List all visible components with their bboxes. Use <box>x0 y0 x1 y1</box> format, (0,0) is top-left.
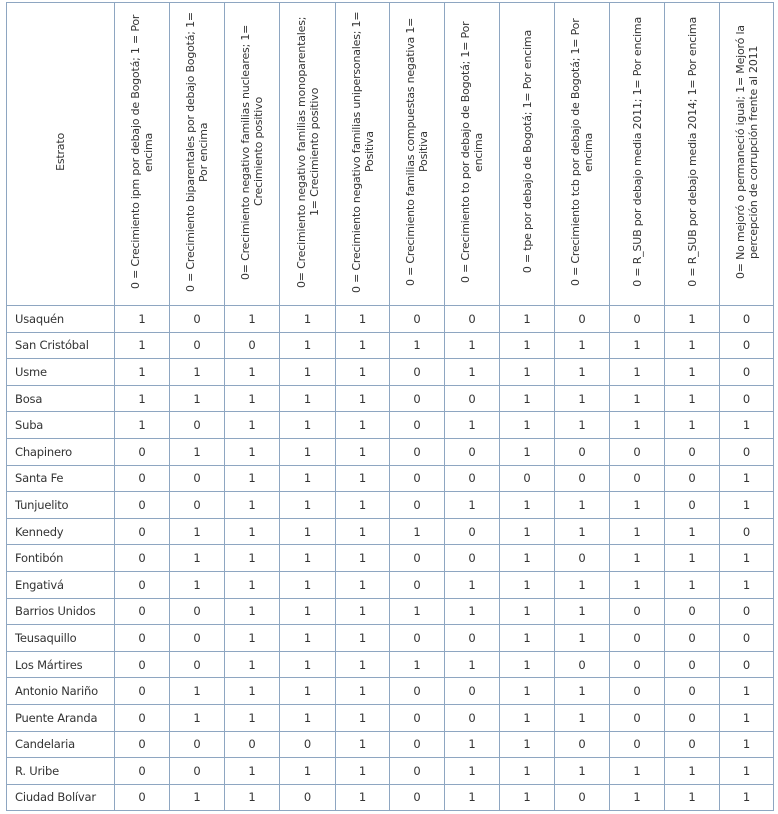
table-cell: 1 <box>720 784 774 811</box>
table-cell: 1 <box>665 385 720 412</box>
table-cell: 1 <box>280 306 336 333</box>
table-cell: 1 <box>170 678 225 705</box>
table-cell: 1 <box>280 571 336 598</box>
column-header-label: Estrato <box>54 133 67 171</box>
column-header <box>610 3 665 306</box>
row-label: San Cristóbal <box>7 332 115 359</box>
table-cell: 1 <box>280 651 336 678</box>
row-label: Los Mártires <box>7 651 115 678</box>
column-header-label: 0 = R_SUB por debajo media 2011; 1= Por encima <box>630 17 644 287</box>
column-header-label: 0 = Crecimiento ipm por debajo de Bogotá; 1 = Por encima <box>129 14 155 290</box>
table-cell: 1 <box>225 412 280 439</box>
column-header <box>280 3 336 306</box>
table-row <box>7 438 774 465</box>
column-header <box>445 3 500 306</box>
table-cell: 0 <box>555 731 610 758</box>
row-label: Puente Aranda <box>7 704 115 731</box>
table-cell: 1 <box>336 784 390 811</box>
table-cell: 0 <box>665 598 720 625</box>
table-cell: 1 <box>115 385 170 412</box>
table-cell: 0 <box>390 758 445 785</box>
table-cell: 1 <box>115 332 170 359</box>
table-cell: 0 <box>665 438 720 465</box>
table-cell: 1 <box>225 518 280 545</box>
column-header-label: 0= Crecimiento negativo familias nucleares; 1= Crecimiento positivo <box>239 24 265 280</box>
table-cell: 0 <box>610 306 665 333</box>
table-cell: 0 <box>445 438 500 465</box>
table-cell: 1 <box>500 438 555 465</box>
table-cell: 1 <box>225 492 280 519</box>
table-cell: 0 <box>665 731 720 758</box>
row-label: Candelaria <box>7 731 115 758</box>
table-cell: 1 <box>720 731 774 758</box>
column-header <box>225 3 280 306</box>
table-cell: 1 <box>280 385 336 412</box>
table-cell: 1 <box>555 571 610 598</box>
table-cell: 1 <box>170 359 225 386</box>
table-cell: 1 <box>445 598 500 625</box>
row-label: Ciudad Bolívar <box>7 784 115 811</box>
table-cell: 0 <box>555 438 610 465</box>
table-cell: 0 <box>610 731 665 758</box>
table-cell: 0 <box>720 438 774 465</box>
table-cell: 1 <box>720 412 774 439</box>
column-header-label: 0 = Crecimiento negativo familias unipersonales; 1= Positiva <box>349 11 376 293</box>
table-cell: 1 <box>665 306 720 333</box>
table-cell: 1 <box>665 784 720 811</box>
table-cell: 0 <box>390 678 445 705</box>
table-cell: 1 <box>500 598 555 625</box>
table-cell: 0 <box>390 492 445 519</box>
table-cell: 1 <box>720 704 774 731</box>
table-cell: 1 <box>445 359 500 386</box>
row-label: Santa Fe <box>7 465 115 492</box>
table-cell: 0 <box>665 678 720 705</box>
table-cell: 0 <box>115 651 170 678</box>
table-cell: 0 <box>500 465 555 492</box>
table-cell: 0 <box>555 545 610 572</box>
table-cell: 0 <box>610 625 665 652</box>
table-cell: 1 <box>500 412 555 439</box>
table-cell: 1 <box>390 518 445 545</box>
table-row <box>7 332 774 359</box>
table-cell: 1 <box>390 651 445 678</box>
row-label: Tunjuelito <box>7 492 115 519</box>
table-cell: 1 <box>170 545 225 572</box>
table-cell: 1 <box>500 518 555 545</box>
row-label: Teusaquillo <box>7 625 115 652</box>
table-row <box>7 678 774 705</box>
column-header <box>500 3 555 306</box>
column-header <box>665 3 720 306</box>
table-cell: 1 <box>225 704 280 731</box>
table-cell: 1 <box>390 598 445 625</box>
row-label: Barrios Unidos <box>7 598 115 625</box>
table-cell: 1 <box>336 465 390 492</box>
table-cell: 0 <box>720 598 774 625</box>
table-cell: 1 <box>336 492 390 519</box>
table-cell: 1 <box>280 704 336 731</box>
column-header <box>115 3 170 306</box>
table-cell: 0 <box>610 598 665 625</box>
column-header-label: 0 = tpe por debajo de Bogotá; 1= Por encima <box>520 30 534 274</box>
table-cell: 0 <box>280 784 336 811</box>
table-cell: 0 <box>445 545 500 572</box>
table-row <box>7 598 774 625</box>
table-cell: 0 <box>390 359 445 386</box>
table-cell: 0 <box>720 332 774 359</box>
table-cell: 1 <box>500 306 555 333</box>
table-cell: 1 <box>280 438 336 465</box>
table-cell: 1 <box>720 571 774 598</box>
table-cell: 1 <box>280 465 336 492</box>
table-cell: 0 <box>280 731 336 758</box>
table-cell: 1 <box>610 412 665 439</box>
table-cell: 0 <box>445 625 500 652</box>
table-cell: 0 <box>170 731 225 758</box>
table-cell: 1 <box>665 571 720 598</box>
row-label: Engativá <box>7 571 115 598</box>
table-cell: 1 <box>336 651 390 678</box>
table-cell: 0 <box>115 678 170 705</box>
table-cell: 0 <box>115 784 170 811</box>
table-row <box>7 731 774 758</box>
table-cell: 1 <box>555 598 610 625</box>
table-cell: 0 <box>115 545 170 572</box>
table-cell: 1 <box>720 465 774 492</box>
header-row <box>7 3 774 306</box>
table-cell: 0 <box>390 412 445 439</box>
table-cell: 0 <box>390 545 445 572</box>
table-cell: 0 <box>665 704 720 731</box>
table-cell: 1 <box>445 784 500 811</box>
table-row <box>7 651 774 678</box>
table-cell: 1 <box>610 492 665 519</box>
table-cell: 1 <box>665 332 720 359</box>
table-cell: 1 <box>500 651 555 678</box>
table-row <box>7 758 774 785</box>
table-cell: 1 <box>170 518 225 545</box>
table-cell: 0 <box>720 306 774 333</box>
table-cell: 1 <box>555 412 610 439</box>
table-cell: 0 <box>170 306 225 333</box>
table-cell: 1 <box>720 758 774 785</box>
table-cell: 1 <box>445 731 500 758</box>
table-cell: 1 <box>225 359 280 386</box>
table-cell: 0 <box>720 651 774 678</box>
table-cell: 0 <box>445 385 500 412</box>
table-cell: 0 <box>445 704 500 731</box>
table-body <box>7 306 774 811</box>
table-cell: 1 <box>336 731 390 758</box>
table-cell: 1 <box>500 545 555 572</box>
table-cell: 1 <box>170 385 225 412</box>
table-cell: 0 <box>610 678 665 705</box>
table-cell: 1 <box>280 412 336 439</box>
table-cell: 1 <box>500 571 555 598</box>
table-cell: 1 <box>500 359 555 386</box>
row-label: Kennedy <box>7 518 115 545</box>
row-label: R. Uribe <box>7 758 115 785</box>
table-cell: 1 <box>500 332 555 359</box>
table-cell: 1 <box>170 438 225 465</box>
table-cell: 1 <box>610 571 665 598</box>
row-label: Chapinero <box>7 438 115 465</box>
table-cell: 0 <box>390 625 445 652</box>
table-cell: 1 <box>445 758 500 785</box>
table-cell: 0 <box>445 518 500 545</box>
table-cell: 0 <box>170 465 225 492</box>
column-header <box>720 3 774 306</box>
table-cell: 1 <box>665 412 720 439</box>
table-cell: 1 <box>336 704 390 731</box>
table-cell: 1 <box>280 545 336 572</box>
column-header <box>170 3 225 306</box>
table-cell: 0 <box>445 306 500 333</box>
table-cell: 1 <box>500 758 555 785</box>
table-cell: 0 <box>170 598 225 625</box>
table-cell: 1 <box>336 545 390 572</box>
table-cell: 1 <box>665 359 720 386</box>
table-cell: 1 <box>170 784 225 811</box>
column-header-label: 0 = Crecimiento familias compuestas negativa 1= Positiva <box>404 17 430 287</box>
table-cell: 0 <box>390 465 445 492</box>
table-cell: 1 <box>225 598 280 625</box>
table-cell: 0 <box>610 704 665 731</box>
table-row <box>7 518 774 545</box>
table-cell: 0 <box>555 465 610 492</box>
table-cell: 0 <box>555 651 610 678</box>
table-cell: 1 <box>555 385 610 412</box>
data-table <box>6 2 774 811</box>
table-cell: 1 <box>280 678 336 705</box>
table-cell: 1 <box>336 518 390 545</box>
table-cell: 0 <box>115 704 170 731</box>
column-header-label: 0 = R_SUB por debajo media 2014; 1= Por encima <box>685 17 699 287</box>
table-cell: 1 <box>336 678 390 705</box>
table-cell: 1 <box>336 412 390 439</box>
table-row <box>7 492 774 519</box>
table-cell: 1 <box>500 784 555 811</box>
row-label: Antonio Nariño <box>7 678 115 705</box>
table-cell: 0 <box>115 625 170 652</box>
table-row <box>7 385 774 412</box>
table-cell: 1 <box>445 571 500 598</box>
table-cell: 0 <box>225 332 280 359</box>
table-cell: 1 <box>610 518 665 545</box>
table-row <box>7 359 774 386</box>
table-cell: 0 <box>115 492 170 519</box>
table-cell: 1 <box>336 306 390 333</box>
table-cell: 1 <box>500 678 555 705</box>
table-cell: 1 <box>170 704 225 731</box>
table-row <box>7 784 774 811</box>
table-cell: 1 <box>225 465 280 492</box>
table-row <box>7 306 774 333</box>
table-cell: 1 <box>225 784 280 811</box>
table-cell: 1 <box>445 412 500 439</box>
table-cell: 0 <box>445 678 500 705</box>
table-cell: 1 <box>390 332 445 359</box>
table-cell: 0 <box>115 571 170 598</box>
table-cell: 0 <box>665 625 720 652</box>
table-row <box>7 571 774 598</box>
column-header-label: 0 = Crecimiento tcb por debajo de Bogotá; 1= Por encima <box>569 18 595 286</box>
table-cell: 1 <box>115 412 170 439</box>
table-cell: 0 <box>115 731 170 758</box>
table-cell: 1 <box>500 704 555 731</box>
table-cell: 1 <box>225 678 280 705</box>
table-cell: 1 <box>500 492 555 519</box>
table-cell: 0 <box>170 492 225 519</box>
table-cell: 0 <box>555 784 610 811</box>
table-row <box>7 465 774 492</box>
table-cell: 1 <box>720 545 774 572</box>
table-cell: 1 <box>115 359 170 386</box>
table-cell: 1 <box>336 571 390 598</box>
table-cell: 1 <box>555 518 610 545</box>
table-cell: 0 <box>170 332 225 359</box>
table-cell: 1 <box>336 598 390 625</box>
table-cell: 1 <box>280 518 336 545</box>
table-cell: 0 <box>665 465 720 492</box>
table-cell: 1 <box>555 332 610 359</box>
table-cell: 1 <box>445 492 500 519</box>
table-cell: 1 <box>610 784 665 811</box>
table-cell: 1 <box>500 731 555 758</box>
table-cell: 1 <box>336 758 390 785</box>
table-cell: 1 <box>115 306 170 333</box>
table-cell: 1 <box>610 359 665 386</box>
column-header-label: 0 = Crecimiento biparentales por debajo Bogotá; 1= Por encima <box>184 12 210 292</box>
column-header <box>555 3 610 306</box>
table-cell: 0 <box>115 465 170 492</box>
table-cell: 1 <box>555 678 610 705</box>
table-cell: 0 <box>610 438 665 465</box>
table-cell: 1 <box>500 385 555 412</box>
table-cell: 1 <box>336 385 390 412</box>
column-header <box>390 3 445 306</box>
table-cell: 1 <box>720 492 774 519</box>
table-cell: 0 <box>115 758 170 785</box>
table-cell: 1 <box>170 571 225 598</box>
table-cell: 1 <box>555 704 610 731</box>
table-cell: 1 <box>225 571 280 598</box>
table-cell: 1 <box>336 625 390 652</box>
table-cell: 0 <box>115 598 170 625</box>
table-cell: 1 <box>225 651 280 678</box>
table-cell: 1 <box>280 625 336 652</box>
table-cell: 0 <box>390 571 445 598</box>
table-cell: 1 <box>280 359 336 386</box>
table-cell: 0 <box>390 438 445 465</box>
table-cell: 0 <box>390 385 445 412</box>
table-cell: 0 <box>225 731 280 758</box>
table-cell: 0 <box>555 306 610 333</box>
table-cell: 1 <box>225 758 280 785</box>
table-cell: 0 <box>610 651 665 678</box>
table-row <box>7 412 774 439</box>
column-header-label: 0= Crecimiento negativo familias monoparentales; 1= Crecimiento positivo <box>294 16 321 288</box>
table-cell: 1 <box>720 678 774 705</box>
column-header-label: 0 = Crecimiento to por debajo de Bogotá; 1= Por encima <box>459 21 485 283</box>
table-cell: 1 <box>225 545 280 572</box>
table-cell: 0 <box>115 518 170 545</box>
row-label: Usme <box>7 359 115 386</box>
table-cell: 0 <box>170 758 225 785</box>
table-cell: 0 <box>720 518 774 545</box>
table-cell: 1 <box>555 625 610 652</box>
table-cell: 1 <box>610 332 665 359</box>
table-cell: 1 <box>336 438 390 465</box>
table-cell: 0 <box>665 651 720 678</box>
table-cell: 1 <box>445 651 500 678</box>
table-cell: 1 <box>665 758 720 785</box>
table-cell: 1 <box>555 758 610 785</box>
table-row <box>7 545 774 572</box>
column-header-estrato <box>7 3 115 306</box>
row-label: Usaquén <box>7 306 115 333</box>
row-label: Fontibón <box>7 545 115 572</box>
table-cell: 1 <box>225 438 280 465</box>
table-cell: 1 <box>225 625 280 652</box>
table-cell: 1 <box>500 625 555 652</box>
row-label: Suba <box>7 412 115 439</box>
table-cell: 1 <box>280 492 336 519</box>
table-cell: 1 <box>665 545 720 572</box>
table-cell: 1 <box>280 758 336 785</box>
table-cell: 0 <box>665 492 720 519</box>
table-row <box>7 625 774 652</box>
table-cell: 1 <box>280 598 336 625</box>
column-header-label: 0= No mejoró o permaneció igual; 1= Mejoró la percepción de corrupción frente al 2011 <box>733 25 760 279</box>
table-cell: 1 <box>225 385 280 412</box>
row-label: Bosa <box>7 385 115 412</box>
table-cell: 0 <box>610 465 665 492</box>
table-cell: 1 <box>280 332 336 359</box>
table-cell: 1 <box>336 359 390 386</box>
table-cell: 1 <box>555 359 610 386</box>
column-header <box>336 3 390 306</box>
table-cell: 0 <box>170 651 225 678</box>
table-cell: 0 <box>390 731 445 758</box>
table-cell: 0 <box>720 359 774 386</box>
table-cell: 0 <box>170 412 225 439</box>
table-cell: 0 <box>390 306 445 333</box>
table-cell: 0 <box>390 704 445 731</box>
table-cell: 1 <box>445 332 500 359</box>
table-cell: 0 <box>170 625 225 652</box>
table-cell: 1 <box>336 332 390 359</box>
table-cell: 0 <box>720 625 774 652</box>
table-cell: 1 <box>555 492 610 519</box>
table-cell: 0 <box>720 385 774 412</box>
table-cell: 1 <box>610 545 665 572</box>
table-cell: 0 <box>445 465 500 492</box>
table-cell: 0 <box>390 784 445 811</box>
table-cell: 1 <box>610 758 665 785</box>
table-cell: 0 <box>115 438 170 465</box>
table-cell: 1 <box>225 306 280 333</box>
table-cell: 1 <box>610 385 665 412</box>
table-cell: 1 <box>665 518 720 545</box>
table-row <box>7 704 774 731</box>
